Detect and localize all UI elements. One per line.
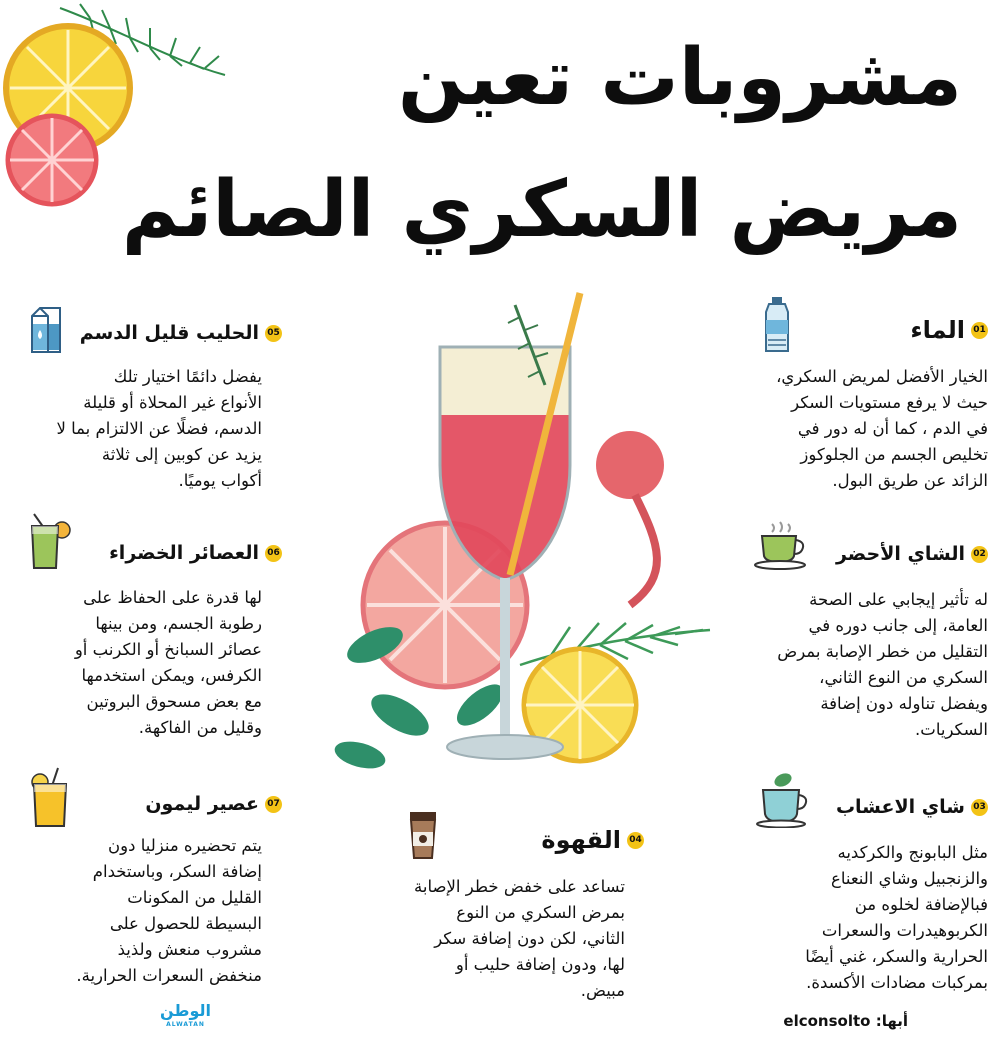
item-05-heading	[80, 322, 282, 344]
item-02-title: الشاي الأحضر	[835, 543, 965, 565]
water-bottle-icon	[762, 296, 792, 354]
green-tea-cup-icon	[752, 520, 810, 570]
item-03-heading	[836, 796, 988, 818]
page-title-line-1: مشروبات تعين	[397, 33, 962, 123]
item-06-text: لها قدرة على الحفاظ على رطوبة الجسم، ومن بينها عصائر السبانخ أو الكرنب أو الكرفس، ويمكن استخدمها مع بعض مسحوق البروتين وقليل من الفاكهة.	[74, 588, 262, 737]
item-07-title: عصير ليمون	[145, 793, 259, 815]
herbal-tea-cup-icon	[755, 770, 811, 828]
source-credit: أبها: elconsolto	[783, 1012, 908, 1030]
item-05-number: 05	[265, 325, 282, 342]
logo-main-text: الوطن	[160, 1001, 211, 1020]
item-01-number: 01	[971, 322, 988, 339]
item-04-number: 04	[627, 832, 644, 849]
cocktail-illustration-icon	[330, 285, 715, 805]
item-07-number: 07	[265, 796, 282, 813]
item-04-title: القهوة	[541, 826, 621, 854]
item-03-number: 03	[971, 799, 988, 816]
item-01-heading	[910, 316, 988, 344]
item-02-number: 02	[971, 546, 988, 563]
item-02-heading	[836, 543, 988, 565]
item-06-number: 06	[265, 545, 282, 562]
item-04-text: تساعد على خفض خطر الإصابة بمرض السكري من النوع الثاني، لكن دون إضافة سكر لها، ودون إضافة حليب أو مبيض.	[414, 877, 625, 1000]
item-05-text: يفضل دائمًا اختيار تلك الأنواع غير المحلاة أو قليلة الدسم، فضلًا عن الالتزام بما لا يزيد عن كوبين إلى ثلاثة أكواب يوميًا.	[56, 367, 262, 490]
page-title-line-2: مريض السكري الصائم	[121, 165, 962, 255]
item-07-heading	[145, 793, 282, 815]
item-01-title: الماء	[910, 316, 965, 344]
item-01-text: الخيار الأفضل لمريض السكري، حيث لا يرفع مستويات السكر في الدم ، كما أن له دور في تخليص الجسم من الجلوكوز الزائد عن طريق البول.	[776, 367, 988, 490]
item-02-text: له تأثير إيجابي على الصحة العامة، إلى جانب دوره في التقليل من خطر الإصابة بمرض السكري من النوع الثاني، ويفضل تناوله دون إضافة السكريات.	[777, 590, 988, 739]
item-03-text: مثل البابونج والكركديه والزنجبيل وشاي النعناع فبالإضافة لخلوه من الكربوهيدرات والسعرات الحرارية والسكر، غني أيضًا بمركبات مضادات الأكسدة.	[805, 843, 988, 992]
lemon-juice-glass-icon	[28, 766, 72, 828]
item-04-heading	[541, 826, 644, 854]
item-06-title: العصائر الخضراء	[109, 542, 259, 564]
item-06-heading	[109, 542, 282, 564]
milk-carton-icon	[26, 306, 66, 354]
alwatan-logo	[160, 1001, 211, 1032]
logo-sub-text: ALWATAN	[166, 1021, 205, 1028]
green-juice-glass-icon	[24, 512, 72, 570]
coffee-cup-icon	[406, 810, 440, 860]
item-05-title: الحليب قليل الدسم	[79, 322, 259, 344]
item-03-title: شاي الاعشاب	[835, 796, 965, 818]
item-07-text: يتم تحضيره منزليا دون إضافة السكر، وباستخدام القليل من المكونات البسيطة للحصول على مشروب منعش ولذيذ منخفض السعرات الحرارية.	[76, 836, 262, 985]
